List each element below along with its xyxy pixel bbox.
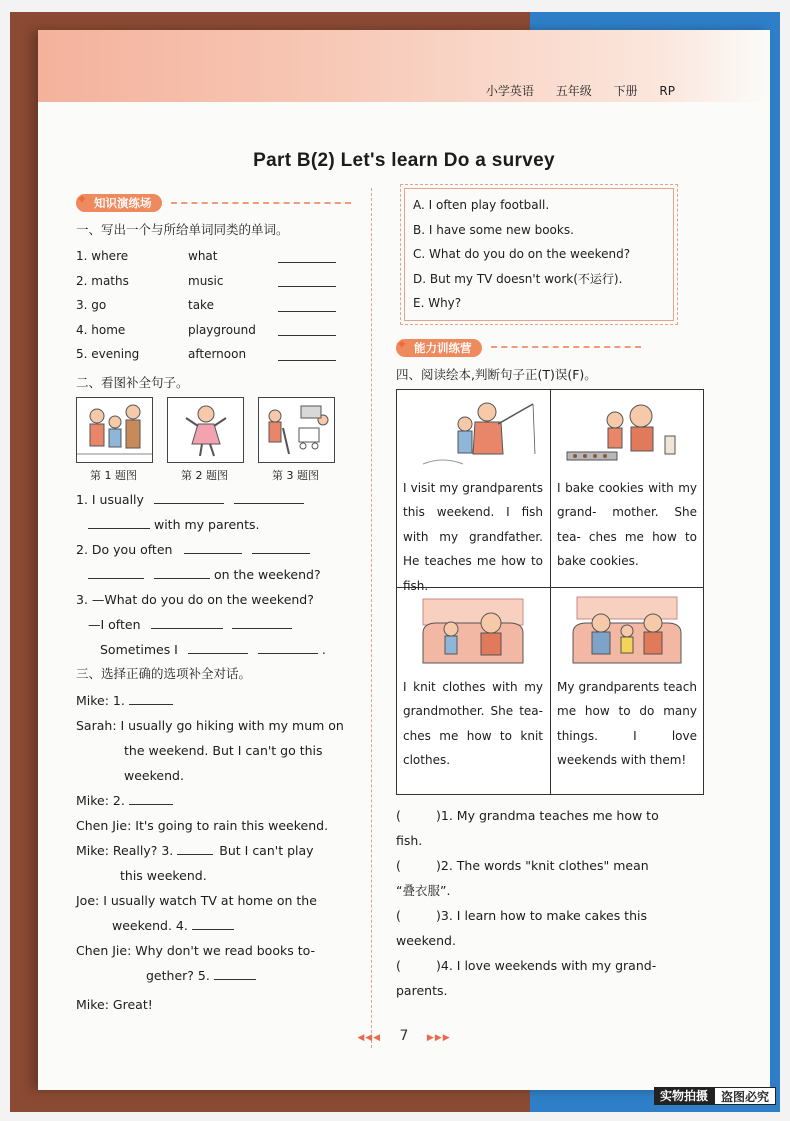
section-tag-label: 知识演练场 — [76, 194, 162, 212]
chores-shopping-illustration — [259, 398, 334, 462]
option-a: A. I often play football. — [413, 198, 550, 212]
q1-answer-blank[interactable] — [278, 299, 336, 312]
dialogue-line — [76, 788, 396, 813]
q3-heading: 三、选择正确的选项补全对话。 — [76, 665, 252, 681]
q2-item-3-text: —I often — [88, 616, 141, 632]
q1-answer-blank[interactable] — [278, 274, 336, 287]
q2-item-3-text-2: Sometimes I — [100, 641, 178, 657]
q1-row — [76, 318, 396, 343]
period: . — [321, 641, 326, 657]
judgement-item — [396, 803, 716, 828]
answer-blank[interactable] — [214, 979, 256, 980]
family-illustration — [77, 398, 152, 462]
edition-label: RP — [659, 84, 675, 98]
answer-blank[interactable] — [151, 628, 223, 629]
q1-word: 1. where — [76, 249, 129, 264]
page-number: 7 — [399, 1028, 409, 1044]
answer-paren[interactable]: ( — [396, 957, 401, 973]
answer-blank[interactable] — [129, 804, 173, 805]
answer-blank[interactable] — [252, 553, 310, 554]
option-d: D. But my TV doesn't work(不运行). — [413, 271, 623, 286]
q1-answer-blank[interactable] — [278, 250, 336, 263]
item-text: The words "knit clothes" mean — [456, 857, 649, 873]
dialogue-text: But I can't play — [219, 842, 314, 858]
fishing-illustration — [403, 394, 543, 476]
options-box — [404, 188, 674, 321]
right-column — [396, 188, 716, 1003]
dashed-rule — [171, 202, 351, 204]
q2-picture-1 — [76, 397, 153, 463]
dialogue-text: gether? 5. — [146, 967, 210, 983]
q1-example: take — [188, 298, 214, 313]
item-text: I love weekends with my grand- — [456, 957, 657, 973]
dialogue-text: Mike: 1. — [76, 692, 125, 708]
q2-item-1-text: 1. I usually — [76, 491, 144, 507]
q1-example: what — [188, 249, 218, 264]
story-text: My grandparents teach me how to do many things. I love weekends with them! — [557, 679, 697, 767]
answer-blank[interactable] — [129, 704, 173, 705]
judgement-cont: parents. — [396, 982, 448, 998]
judgement-cont: weekend. — [396, 932, 456, 948]
answer-blank[interactable] — [192, 929, 234, 930]
dialogue-line: Chen Jie: It's going to rain this weekend. — [76, 817, 329, 833]
dialogue-line: weekend. — [124, 767, 184, 783]
q3-dialogue — [76, 688, 396, 1017]
q1-row — [76, 269, 396, 294]
dialogue-line: this weekend. — [120, 867, 207, 883]
option-b: B. I have some new books. — [413, 222, 574, 237]
q2-item-3-answer-2 — [76, 637, 396, 662]
answer-blank[interactable] — [234, 503, 304, 504]
q2-item-1 — [76, 487, 396, 512]
caption-1: 第 1 题图 — [90, 468, 137, 482]
option-e: E. Why? — [413, 296, 462, 310]
q1-example: music — [188, 273, 224, 288]
watermark — [654, 1087, 776, 1105]
answer-blank[interactable] — [154, 503, 224, 504]
q2-item-2-tail: on the weekend? — [213, 566, 321, 582]
caption-3: 第 3 题图 — [272, 468, 319, 482]
item-number: )4. — [436, 957, 453, 973]
star-icon: ✦ — [396, 336, 408, 353]
star-icon: ✦ — [76, 192, 88, 208]
volume-label: 下册 — [613, 84, 638, 98]
q1-list — [76, 244, 396, 367]
family-sofa-illustration — [557, 593, 697, 675]
watermark-right: 盗图必究 — [714, 1087, 776, 1105]
dialogue-text: Mike: Really? 3. — [76, 842, 174, 858]
q2-item-1-tail: with my parents. — [153, 516, 260, 532]
story-text: I bake cookies with my grand- mother. She tea- ches me how to bake cookies. — [557, 480, 697, 568]
section-tag-ability — [396, 337, 716, 359]
q1-answer-blank[interactable] — [278, 348, 336, 361]
dialogue-line — [76, 688, 396, 713]
dialogue-line: Sarah: I usually go hiking with my mum on — [76, 717, 344, 733]
q1-row — [76, 293, 396, 318]
answer-blank[interactable] — [177, 854, 213, 855]
q2-item-2-text: 2. Do you often — [76, 541, 173, 557]
q1-word: 3. go — [76, 298, 107, 313]
answer-blank[interactable] — [154, 578, 210, 579]
caption-2: 第 2 题图 — [181, 468, 228, 482]
watermark-left: 实物拍摄 — [654, 1087, 714, 1105]
q4-heading: 四、阅读绘本,判断句子正(T)误(F)。 — [396, 366, 597, 382]
item-number: )2. — [436, 857, 453, 873]
q2-item-2 — [76, 537, 396, 562]
answer-blank[interactable] — [184, 553, 242, 554]
baking-illustration — [557, 394, 697, 476]
dialogue-line — [76, 913, 396, 938]
q2-item-3: 3. —What do you do on the weekend? — [76, 591, 314, 607]
dashed-rule — [491, 346, 641, 348]
q2-item-1-cont — [76, 512, 396, 537]
arrow-left-icon: ◀◀◀ — [357, 1033, 382, 1043]
dialogue-line: Mike: Great! — [76, 996, 153, 1012]
judgement-item — [396, 853, 716, 878]
section-tag-label: 能力训练营 — [396, 339, 482, 357]
story-text: I visit my grandparents this weekend. I fish with my grandfather. He teaches me how to fish. — [403, 480, 543, 593]
workbook-page — [38, 30, 770, 1090]
option-c: C. What do you do on the weekend? — [413, 247, 631, 261]
judgement-cont: “叠衣服”. — [396, 882, 451, 898]
grade-label: 五年级 — [555, 84, 592, 98]
item-number: )3. — [436, 907, 453, 923]
story-panel-4 — [551, 589, 703, 790]
answer-paren[interactable]: ( — [396, 907, 401, 923]
q2-captions — [76, 467, 396, 483]
q1-heading: 一、写出一个与所给单词同类的单词。 — [76, 222, 289, 237]
page-title: Part B(2) Let's learn Do a survey — [253, 150, 555, 171]
judgement-list — [396, 803, 716, 1003]
q1-word: 2. maths — [76, 273, 129, 288]
q1-row — [76, 244, 396, 269]
dialogue-line — [76, 963, 396, 988]
picture-book-grid — [396, 389, 704, 795]
story-text: I knit clothes with my grandmother. She tea- ches me how to knit clothes. — [403, 679, 543, 767]
q2-picture-2 — [167, 397, 244, 463]
dialogue-line — [76, 838, 396, 863]
running-head — [468, 82, 675, 99]
q1-answer-blank[interactable] — [278, 323, 336, 336]
dancing-girl-illustration — [168, 398, 243, 462]
q1-example: afternoon — [188, 347, 247, 362]
judgement-cont: fish. — [396, 832, 423, 848]
q1-row — [76, 342, 396, 367]
item-text: My grandma teaches me how to — [456, 807, 659, 823]
left-column — [76, 188, 396, 1017]
q1-word: 4. home — [76, 322, 126, 337]
dialogue-text: weekend. 4. — [112, 917, 188, 933]
item-number: )1. — [436, 807, 453, 823]
judgement-item — [396, 903, 716, 928]
answer-blank[interactable] — [232, 628, 292, 629]
q2-item-2-cont — [76, 562, 396, 587]
story-panel-1 — [397, 390, 549, 591]
judgement-item — [396, 953, 716, 978]
dialogue-text: Mike: 2. — [76, 792, 125, 808]
q2-pictures — [76, 397, 396, 463]
story-panel-2 — [551, 390, 703, 591]
page-footer — [38, 1028, 770, 1044]
answer-blank[interactable] — [188, 653, 248, 654]
q1-example: playground — [188, 322, 256, 337]
q2-heading: 二、看图补全句子。 — [76, 374, 189, 390]
answer-blank[interactable] — [88, 578, 144, 579]
answer-blank[interactable] — [88, 528, 150, 529]
q2-picture-3 — [258, 397, 335, 463]
answer-paren[interactable]: ( — [396, 807, 401, 823]
dialogue-line: the weekend. But I can't go this — [124, 742, 323, 758]
answer-paren[interactable]: ( — [396, 857, 401, 873]
item-text: I learn how to make cakes this — [456, 907, 647, 923]
q2-item-3-answer — [76, 612, 396, 637]
arrow-right-icon: ▶▶▶ — [426, 1033, 451, 1043]
knitting-illustration — [403, 593, 543, 675]
subject-label: 小学英语 — [485, 84, 534, 98]
q1-word: 5. evening — [76, 347, 140, 362]
section-tag-knowledge — [76, 192, 396, 214]
answer-blank[interactable] — [258, 653, 318, 654]
story-panel-3 — [397, 589, 549, 790]
dialogue-line: Joe: I usually watch TV at home on the — [76, 892, 317, 908]
dialogue-line: Chen Jie: Why don't we read books to- — [76, 942, 315, 958]
